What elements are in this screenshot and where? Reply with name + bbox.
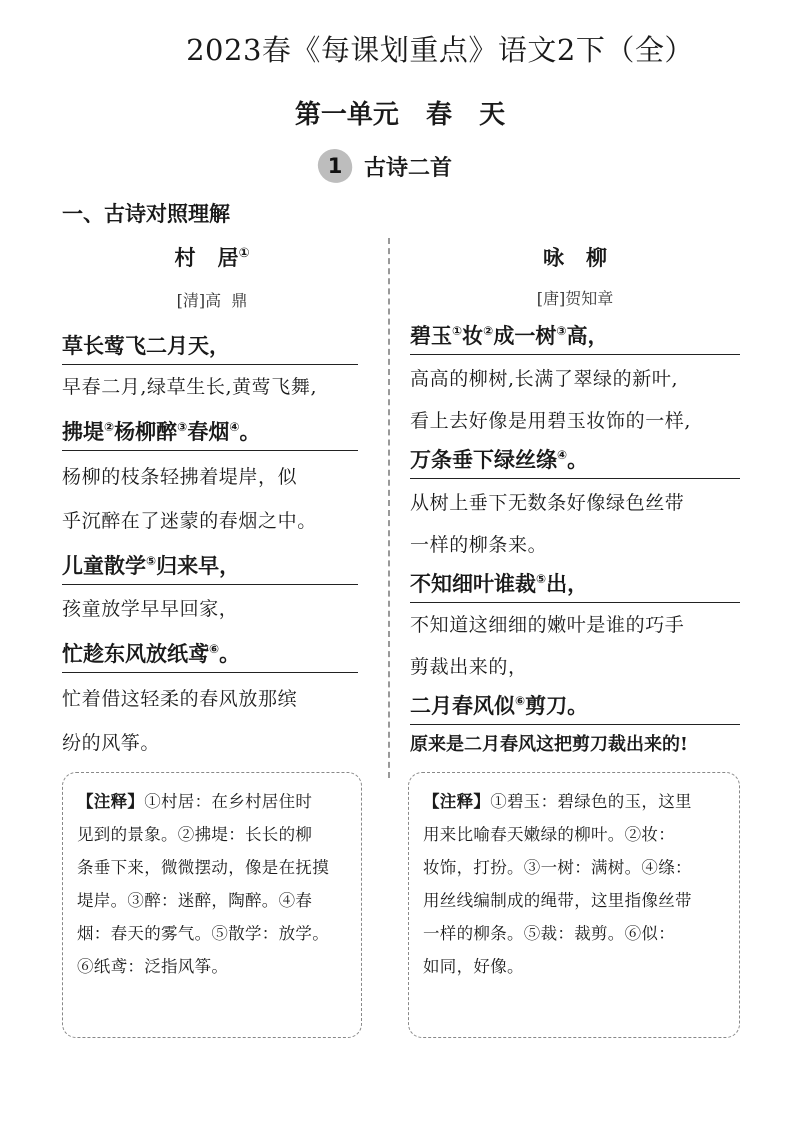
- poem-text: 碧玉: [410, 324, 452, 348]
- poem-text: 儿童散学: [62, 554, 146, 578]
- section-heading: 一、古诗对照理解: [62, 202, 230, 226]
- poem-text: 草长莺飞二月天，: [62, 334, 230, 358]
- document-title: 2023春《每课划重点》语文2下（全）: [186, 33, 694, 67]
- lesson-number-badge: [318, 149, 352, 183]
- poem-original-line: [410, 444, 740, 479]
- poem1-notes: [62, 772, 362, 1038]
- translation-line: 高高的柳树,长满了翠绿的新叶,: [410, 368, 679, 390]
- annotation-mark: ③: [556, 324, 567, 338]
- poem-text: 归来早，: [156, 554, 241, 578]
- poem-text: 二月春风似: [410, 694, 515, 718]
- annotation-mark: ④: [229, 420, 240, 434]
- note-line: 一样的柳条。⑤裁：裁剪。⑥似：: [423, 924, 675, 943]
- note-line: ①碧玉：碧绿色的玉，这里: [490, 792, 692, 811]
- note-line: 条垂下来，微微摆动，像是在抚摸: [77, 858, 329, 877]
- translation-line: 杨柳的枝条轻拂着堤岸，似: [62, 466, 298, 488]
- poem-text: 成一树: [493, 324, 557, 348]
- column-divider: [388, 238, 390, 778]
- translation-line: 纷的风筝。: [62, 732, 161, 754]
- poem-original-line: [410, 320, 740, 355]
- poem-text: 高，: [566, 324, 609, 348]
- poem1-notes-body: [77, 792, 329, 976]
- poem1-title: [62, 242, 362, 272]
- poem-text: 杨柳醉: [114, 420, 178, 444]
- note-line: 用丝线编制成的绳带，这里指像丝带: [423, 891, 692, 910]
- poem2-author: [唐]贺知章: [536, 289, 614, 308]
- annotation-mark: ②: [104, 420, 115, 434]
- poem2-notes-body: [423, 792, 692, 976]
- note-line: 妆饰，打扮。③一树：满树。④绦：: [423, 858, 692, 877]
- note-line: ⑥纸鸢：泛指风筝。: [77, 957, 229, 976]
- translation-line: 早春二月,绿草生长,黄莺飞舞,: [62, 376, 318, 398]
- translation-line: 一样的柳条来。: [410, 534, 548, 556]
- lesson-title: 古诗二首: [364, 155, 453, 181]
- poem1-notes-label: 【注释】: [77, 792, 145, 811]
- lesson-number: 1: [327, 154, 343, 178]
- note-line: 堤岸。③醉：迷醉，陶醉。④春: [77, 891, 313, 910]
- poem-text: 忙趁东风放纸鸢: [62, 642, 209, 666]
- note-line: 烟：春天的雾气。⑤散学：放学。: [77, 924, 329, 943]
- translation-line: 不知道这细细的嫩叶是谁的巧手: [410, 614, 685, 636]
- note-line: 见到的景象。②拂堤：长长的柳: [77, 825, 313, 844]
- poem-text: 春烟: [187, 420, 230, 444]
- poem-text: 出，: [546, 572, 589, 596]
- annotation-mark: ③: [177, 420, 188, 434]
- translation-line: 剪裁出来的，: [410, 656, 528, 678]
- poem-text: 拂堤: [62, 420, 104, 444]
- poem-original-line: [410, 690, 740, 725]
- translation-line: 忙着借这轻柔的春风放那缤: [62, 688, 298, 710]
- poem1-title-text: 村 居: [174, 246, 239, 270]
- poem-original-line: [410, 568, 740, 603]
- translation-line: 原来是二月春风这把剪刀裁出来的!: [410, 734, 688, 755]
- annotation-mark: ⑤: [536, 572, 547, 586]
- poem-text: 。: [239, 420, 261, 444]
- lesson-heading: [318, 148, 452, 184]
- translation-line: 孩童放学早早回家，: [62, 598, 239, 620]
- poem1-author: [清]高 鼎: [176, 291, 248, 310]
- translation-line: 乎沉醉在了迷蒙的春烟之中。: [62, 510, 317, 532]
- annotation-mark: ②: [483, 324, 494, 338]
- translation-line: 从树上垂下无数条好像绿色丝带: [410, 492, 685, 514]
- annotation-mark: ①: [452, 324, 463, 338]
- poem-text: 。: [567, 448, 589, 472]
- annotation-mark: ④: [557, 448, 568, 462]
- poem-original-line: [62, 416, 358, 451]
- poem-text: 万条垂下绿丝绦: [410, 448, 557, 472]
- annotation-mark: ⑤: [146, 554, 157, 568]
- unit-title: 第一单元 春 天: [294, 100, 506, 130]
- note-line: 用来比喻春天嫩绿的柳叶。②妆：: [423, 825, 675, 844]
- poem2-title: 咏 柳: [543, 246, 607, 270]
- poem-original-line: [62, 330, 358, 365]
- poem-original-line: [62, 550, 358, 585]
- poem2-notes-label: 【注释】: [423, 792, 491, 811]
- poem1-title-mark: ①: [238, 246, 250, 261]
- poem2-notes: [408, 772, 740, 1038]
- poem-text: 。: [219, 642, 241, 666]
- poem-text: 妆: [462, 324, 484, 348]
- poem-text: 不知细叶谁裁: [410, 572, 536, 596]
- translation-line: 看上去好像是用碧玉妆饰的一样,: [410, 410, 692, 432]
- annotation-mark: ⑥: [209, 642, 220, 656]
- note-line: 如同，好像。: [423, 957, 524, 976]
- poem-original-line: [62, 638, 358, 673]
- poem-text: 剪刀。: [525, 694, 589, 718]
- annotation-mark: ⑥: [515, 694, 526, 708]
- note-line: ①村居：在乡村居住时: [144, 792, 313, 811]
